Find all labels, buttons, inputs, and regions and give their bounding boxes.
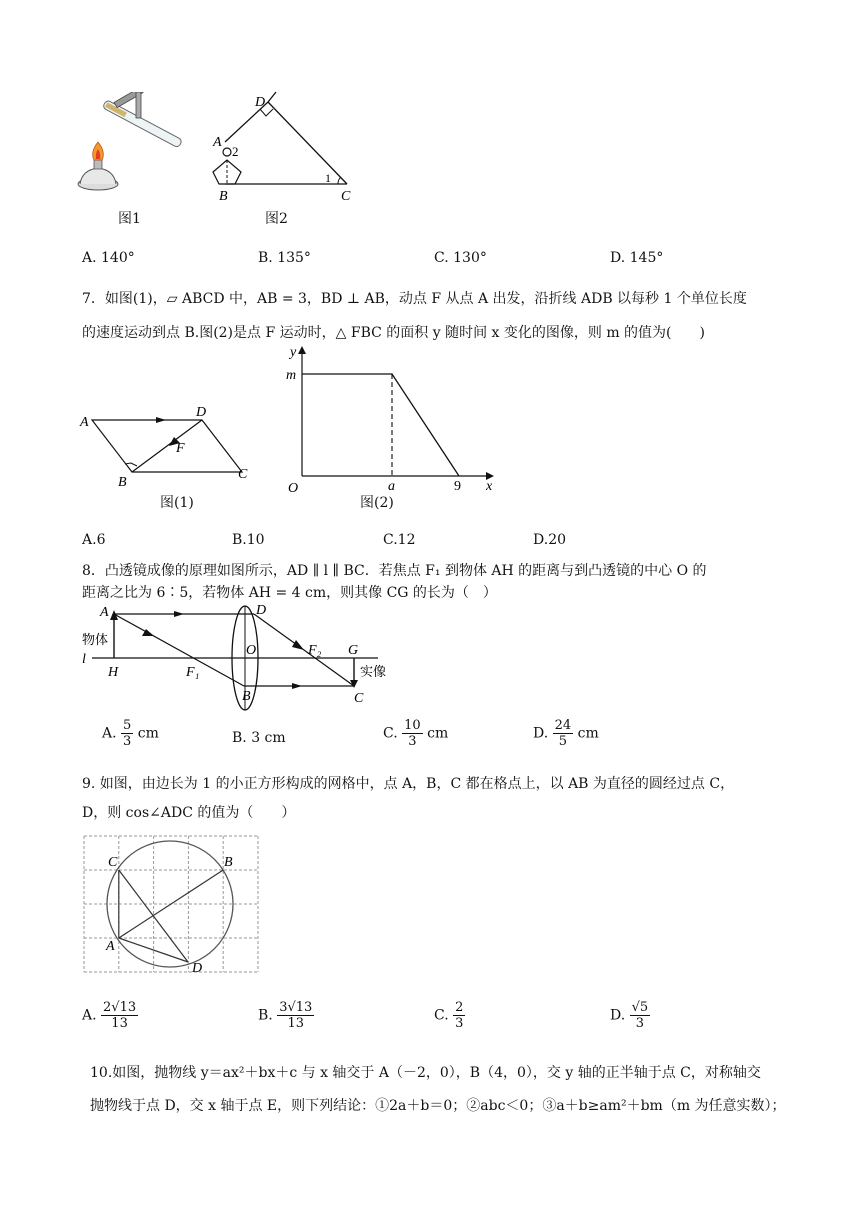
q8-label-F2: F₂	[308, 643, 322, 658]
q9-grid-figure	[82, 834, 262, 976]
q8-option-a: A. $\frac{5}{3}$ cm	[102, 718, 159, 749]
q7-f1-label-A: A	[80, 415, 89, 430]
q8-label-shixiang: 实像	[360, 664, 387, 679]
q7-option-d: D.20	[533, 532, 567, 548]
q9-option-c: C. $\frac{2}{3}$	[434, 1000, 464, 1031]
q6-option-a: A. 140°	[82, 250, 135, 266]
q7-f2-label-y: y	[290, 345, 297, 360]
q9-label-C: C	[108, 855, 118, 870]
q7-figure-1-caption: 图(1)	[160, 495, 194, 511]
q8-lens-figure	[78, 600, 398, 715]
q6-figure-1	[76, 92, 186, 202]
q7-f2-label-m: m	[286, 368, 297, 383]
q7-f2-label-9: 9	[454, 479, 461, 494]
q6-figure-2-caption: 图2	[265, 211, 288, 227]
q6-figure-2	[205, 88, 355, 208]
q7-option-b: B.10	[232, 532, 265, 548]
q8-option-d: D. $\frac{24}{5}$ cm	[533, 718, 599, 749]
q6-figure-1-caption: 图1	[118, 211, 141, 227]
q8-label-D: D	[256, 603, 267, 618]
q9-stem-line-2: D，则 cos∠ADC 的值为（ ）	[82, 805, 296, 821]
q8-label-l: l	[82, 652, 86, 667]
q9-label-D: D	[192, 961, 203, 976]
q7-f1-label-F: F	[176, 441, 185, 456]
q7-option-a: A.6	[82, 532, 106, 548]
q9-stem-line-1: 9. 如图，由边长为 1 的小正方形构成的网格中，点 A，B，C 都在格点上，以 AB 为直径的圆经过点 C，	[82, 776, 735, 792]
q7-figure-1	[78, 400, 258, 490]
q8-label-C: C	[354, 691, 364, 706]
q7-f2-label-a: a	[388, 479, 395, 494]
q9-option-a: A. $\frac{2√13}{13}$	[82, 1000, 137, 1031]
q7-figure-2-caption: 图(2)	[360, 495, 394, 511]
q8-label-O: O	[246, 643, 257, 658]
q6-label-1: 1	[325, 171, 331, 185]
q8-stem-line-1: 8．凸透镜成像的原理如图所示，AD ∥ l ∥ BC．若焦点 F₁ 到物体 AH 的距离与到凸透镜的中心 O 的	[82, 563, 707, 579]
q9-label-B: B	[224, 855, 233, 870]
q6-option-d: D. 145°	[610, 250, 664, 266]
q8-label-B: B	[242, 689, 251, 704]
q7-figure-2	[282, 344, 512, 494]
q6-option-b: B. 135°	[258, 250, 311, 266]
q8-option-c: C. $\frac{10}{3}$ cm	[383, 718, 449, 749]
q7-f2-label-O: O	[288, 481, 299, 494]
q7-option-c: C.12	[383, 532, 416, 548]
q6-label-D: D	[255, 95, 266, 110]
q6-label-B: B	[219, 189, 228, 204]
q7-f1-label-C: C	[238, 467, 248, 482]
q9-option-b: B. $\frac{3√13}{13}$	[258, 1000, 313, 1031]
q8-option-b: B. 3 cm	[232, 730, 286, 746]
q9-option-d: D. $\frac{√5}{3}$	[610, 1000, 649, 1031]
q9-label-A: A	[106, 939, 115, 954]
q8-label-A: A	[100, 605, 109, 620]
q7-f1-label-D: D	[196, 405, 207, 420]
q6-option-c: C. 130°	[434, 250, 487, 266]
q8-label-G: G	[348, 643, 359, 658]
q10-stem-line-2: 抛物线于点 D，交 x 轴于点 E，则下列结论：①2a＋b＝0；②abc＜0；③a＋b≥am²＋bm（m 为任意实数）；	[90, 1098, 786, 1114]
q7-f1-label-B: B	[118, 475, 127, 490]
q7-stem-line-1: 7．如图(1)，▱ ABCD 中，AB = 3，BD ⊥ AB，动点 F 从点 A 出发，沿折线 ADB 以每秒 1 个单位长度	[82, 291, 747, 307]
q8-label-F1: F₁	[186, 665, 200, 680]
q6-label-2: 2	[232, 144, 239, 159]
q10-stem-line-1: 10.如图，抛物线 y＝ax²＋bx＋c 与 x 轴交于 A（－2，0），B（4，0），交 y 轴的正半轴于点 C，对称轴交	[90, 1065, 761, 1081]
q8-label-wuti: 物体	[82, 632, 109, 647]
q6-label-C: C	[341, 189, 351, 204]
q6-label-A: A	[213, 135, 222, 150]
q7-stem-line-2: 的速度运动到点 B.图(2)是点 F 运动时，△ FBC 的面积 y 随时间 x 变化的图像，则 m 的值为( )	[82, 325, 705, 341]
q8-stem-line-2: 距离之比为 6∶5，若物体 AH = 4 cm，则其像 CG 的长为（ ）	[82, 585, 497, 601]
q8-label-H: H	[108, 665, 119, 680]
q7-f2-label-x: x	[486, 479, 493, 494]
